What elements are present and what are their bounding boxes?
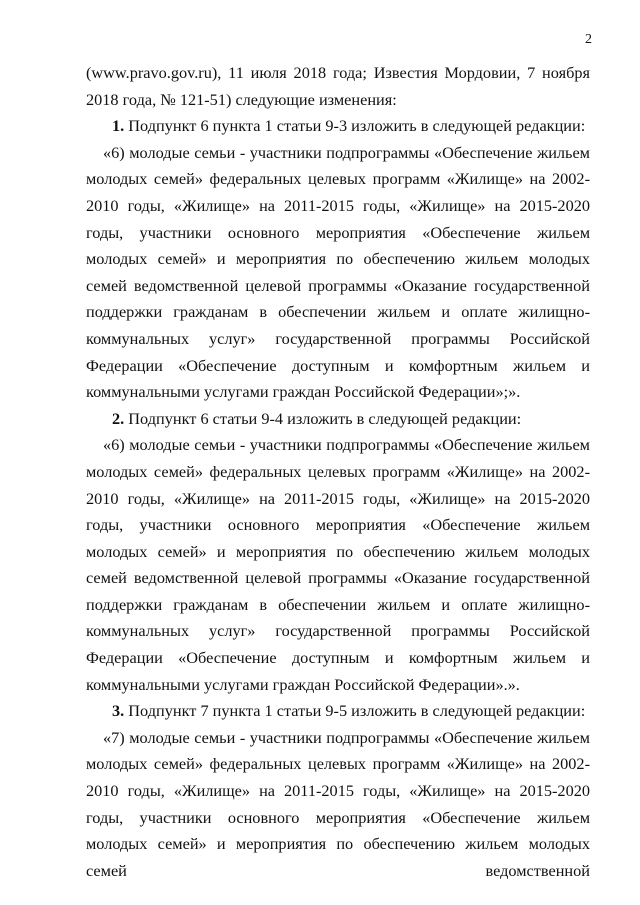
item-1-heading-text: Подпункт 6 пункта 1 статьи 9-3 изложить в следующей редакции: <box>124 116 586 136</box>
item-1-heading <box>86 113 590 140</box>
item-3-heading-text: Подпункт 7 пункта 1 статьи 9-5 изложить в следующей редакции: <box>124 701 586 721</box>
item-3-body: «7) молодые семьи - участники подпрограммы «Обеспечение жильем молодых семей» федеральных целевых программ «Жилище» на 2002-2010 годы, «Жилище» на 2011-2015 годы, «Жилище» на 2015-2020 годы, участники основного мероприятия «Обеспечение жильем молодых семей» и мероприятия по обеспечению жильем молодых семей ведомственной <box>86 727 590 880</box>
item-2-number: 2. <box>112 408 125 428</box>
intro-paragraph: (www.pravo.gov.ru), 11 июля 2018 года; Известия Мордовии, 7 ноября 2018 года, № 121-51) следующие изменения: <box>86 63 590 109</box>
item-1-body: «6) молодые семьи - участники подпрограммы «Обеспечение жильем молодых семей» федеральных целевых программ «Жилище» на 2002-2010 годы, «Жилище» на 2011-2015 годы, «Жилище» на 2015-2020 годы, участники основного мероприятия «Обеспечение жильем молодых семей» и мероприятия по обеспечению жильем молодых семей ведомственной целевой программы «Оказание государственной поддержки гражданам в обеспечении жильем и оплате жилищно-коммунальных услуг» государственной программы Российской Федерации «Обеспечение доступным и комфортным жильем и коммунальными услугами граждан Российской Федерации»;». <box>86 142 590 402</box>
item-2-heading-text: Подпункт 6 статьи 9-4 изложить в следующей редакции: <box>124 408 522 428</box>
item-1-number: 1. <box>112 116 125 136</box>
page-number: 2 <box>585 32 592 47</box>
item-2-heading <box>86 406 590 433</box>
document-body <box>86 60 590 884</box>
item-2-body: «6) молодые семьи - участники подпрограммы «Обеспечение жильем молодых семей» федеральных целевых программ «Жилище» на 2002-2010 годы, «Жилище» на 2011-2015 годы, «Жилище» на 2015-2020 годы, участники основного мероприятия «Обеспечение жильем молодых семей» и мероприятия по обеспечению жильем молодых семей ведомственной целевой программы «Оказание государственной поддержки гражданам в обеспечении жильем и оплате жилищно-коммунальных услуг» государственной программы Российской Федерации «Обеспечение доступным и комфортным жильем и коммунальными услугами граждан Российской Федерации».». <box>86 435 590 694</box>
item-3-number: 3. <box>112 701 125 721</box>
item-3-heading <box>86 698 590 725</box>
